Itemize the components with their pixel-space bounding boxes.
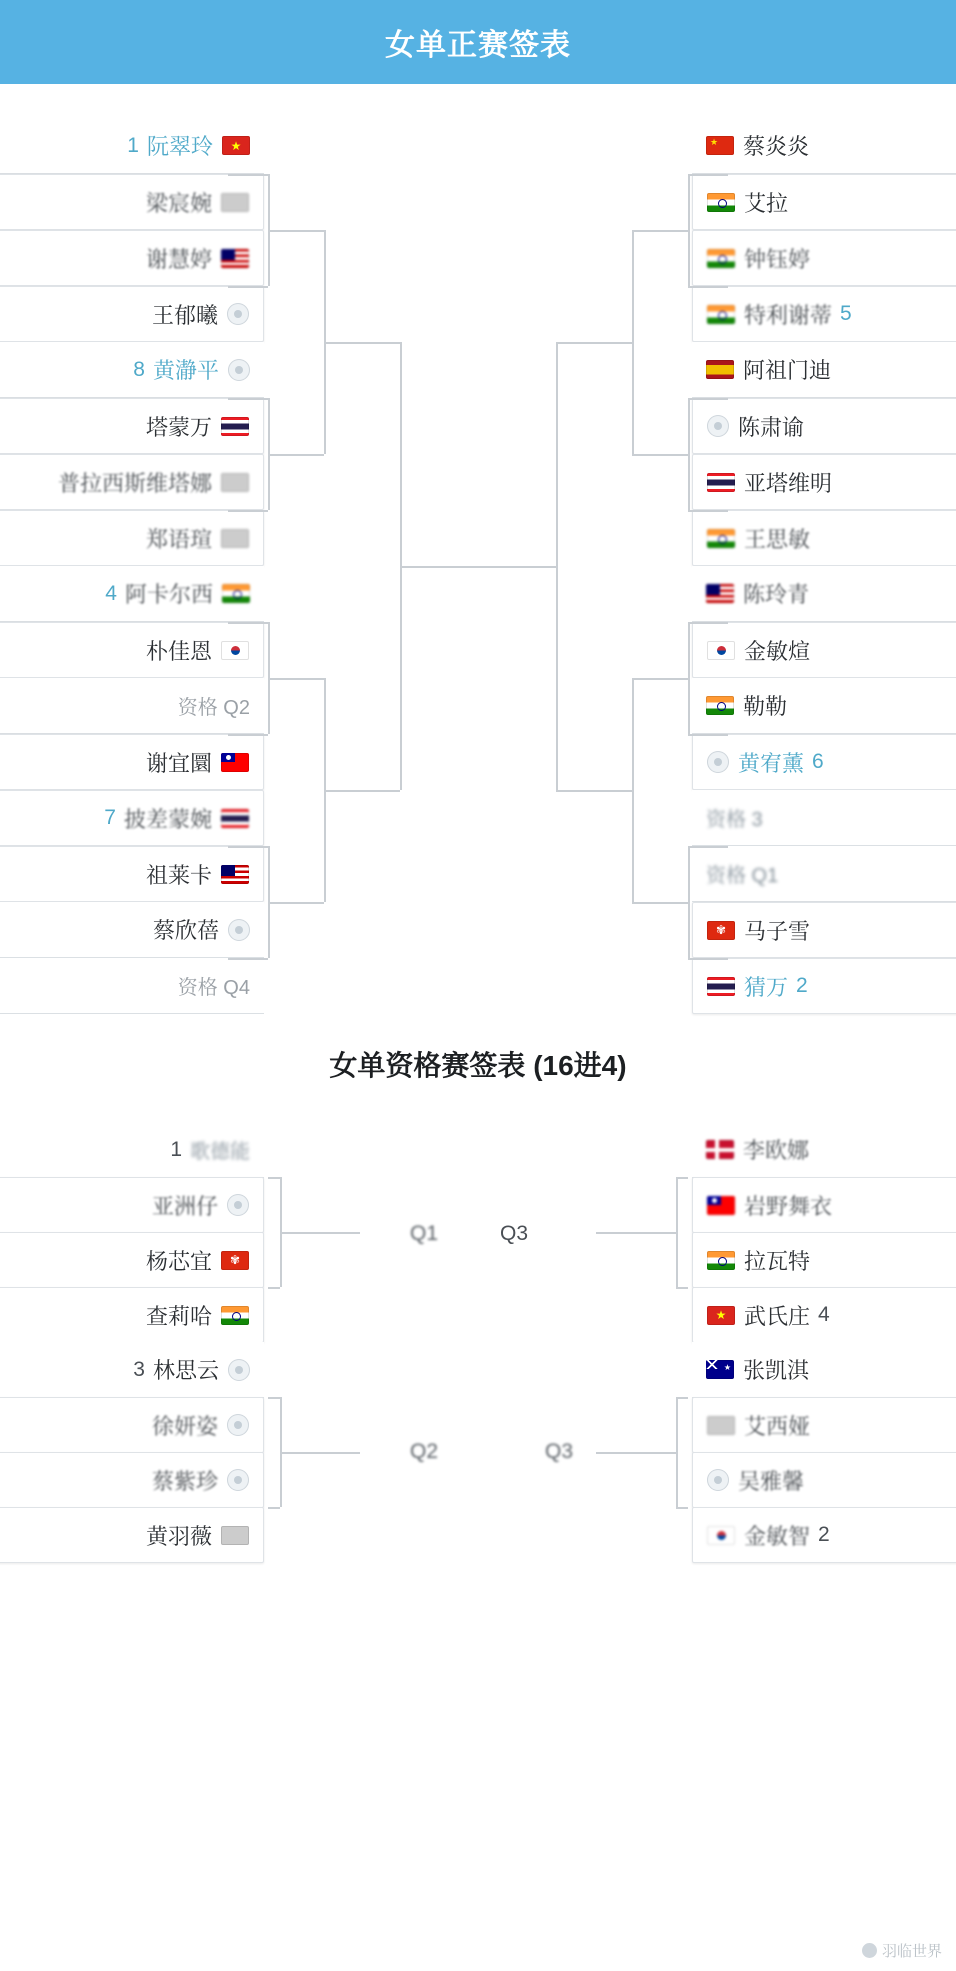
connector-line — [676, 1397, 688, 1399]
player-name: 李欧娜 — [743, 1138, 810, 1163]
bracket-row[interactable] — [0, 510, 264, 566]
connector-line — [556, 342, 632, 344]
shuttle-icon — [227, 303, 249, 325]
bracket-row[interactable] — [0, 1232, 264, 1288]
player-name: 郑语瑄 — [145, 526, 212, 552]
shuttle-icon — [707, 1469, 729, 1491]
spain-flag — [706, 360, 734, 379]
bracket-row[interactable] — [692, 1177, 956, 1233]
connector-line — [280, 1232, 360, 1234]
connector-line — [688, 846, 690, 958]
malaysia-flag — [706, 584, 734, 603]
player-name: 岩野舞衣 — [744, 1193, 833, 1219]
connector-line — [556, 342, 558, 790]
player-name: 蔡欣蓓 — [152, 918, 219, 943]
denmark-flag — [706, 1140, 734, 1159]
shuttle-icon — [707, 751, 729, 773]
vietnam-flag — [707, 1306, 735, 1325]
connector-line — [688, 734, 728, 736]
player-name: 金敏智 — [744, 1523, 811, 1549]
thailand-flag — [707, 473, 735, 492]
seed-number: 4 — [105, 581, 117, 605]
connector-line — [324, 342, 400, 344]
bracket-row[interactable] — [0, 398, 264, 454]
connector-line — [228, 846, 268, 848]
bracket-row[interactable] — [0, 230, 264, 286]
player-name: 蔡炎炎 — [743, 134, 810, 159]
bracket-row[interactable] — [692, 230, 956, 286]
seed-number: 6 — [812, 750, 824, 773]
india-flag — [706, 696, 734, 715]
connector-line — [268, 1397, 280, 1399]
taiwan-flag — [221, 753, 249, 772]
connector-line — [676, 1177, 688, 1179]
bracket-row[interactable] — [692, 1342, 956, 1398]
seed-number: 2 — [796, 974, 808, 997]
watermark-logo-icon — [862, 1943, 877, 1958]
player-name: 谢宜圜 — [145, 750, 212, 776]
connector-line — [228, 734, 268, 736]
player-name: 黄羽薇 — [145, 1523, 212, 1549]
page-title: 女单正赛签表 — [385, 29, 571, 62]
player-name: 猜万 — [744, 974, 789, 1000]
connector-line — [676, 1507, 688, 1509]
round-label: Q3 — [500, 1222, 529, 1245]
player-name: 阿祖门迪 — [743, 358, 832, 383]
bracket-row[interactable] — [0, 118, 264, 174]
player-name: 普拉西斯维塔娜 — [57, 470, 212, 496]
bracket-row[interactable] — [692, 958, 956, 1014]
seed-number: 3 — [133, 1357, 145, 1381]
hongkong-flag — [707, 921, 735, 940]
connector-line — [688, 622, 690, 734]
player-name: 阮翠玲 — [146, 134, 213, 159]
player-name: 张凯淇 — [743, 1358, 810, 1383]
korea-flag — [707, 641, 735, 660]
malaysia-flag — [221, 249, 249, 268]
player-name: 披差蒙婉 — [123, 806, 212, 832]
bracket-row[interactable] — [692, 1232, 956, 1288]
bracket-row[interactable] — [0, 174, 264, 230]
india-flag — [707, 529, 735, 548]
player-name: 林思云 — [152, 1358, 219, 1383]
bracket-row[interactable] — [0, 902, 264, 958]
bracket-row[interactable] — [692, 174, 956, 230]
bracket-row[interactable] — [0, 1507, 264, 1563]
watermark-text: 羽临世界 — [881, 1943, 942, 1960]
connector-line — [228, 510, 268, 512]
connector-line — [556, 790, 632, 792]
generic-flag — [707, 1416, 735, 1435]
bracket-row[interactable] — [692, 790, 956, 846]
bracket-row[interactable] — [0, 958, 264, 1014]
seed-number: 7 — [104, 806, 116, 829]
player-name: 资格 Q2 — [177, 697, 250, 719]
thailand-flag — [707, 977, 735, 996]
connector-line — [688, 174, 728, 176]
shuttle-icon — [227, 1414, 249, 1436]
bracket-row[interactable] — [0, 846, 264, 902]
bracket-row[interactable] — [0, 1342, 264, 1398]
connector-line — [688, 958, 728, 960]
connector-line — [632, 230, 634, 454]
player-name: 谢慧婷 — [145, 246, 212, 272]
player-name: 钟钰婷 — [744, 246, 811, 272]
player-name: 陈肃谕 — [738, 414, 805, 440]
bracket-row[interactable] — [692, 678, 956, 734]
connector-line — [268, 902, 324, 904]
player-name: 陈玲青 — [743, 582, 810, 607]
connector-line — [400, 566, 478, 568]
connector-line — [688, 398, 690, 510]
connector-line — [268, 678, 324, 680]
generic-flag — [221, 1526, 249, 1545]
shuttle-icon — [228, 1359, 250, 1381]
shuttle-icon — [707, 415, 729, 437]
player-name: 资格 Q1 — [706, 865, 779, 887]
player-name: 王思敏 — [744, 526, 811, 552]
player-name: 黄瀞平 — [152, 358, 219, 383]
bracket-row[interactable] — [692, 510, 956, 566]
player-name: 梁宸婉 — [145, 190, 212, 216]
bracket-row[interactable] — [692, 1122, 956, 1178]
connector-line — [324, 790, 400, 792]
bracket-row[interactable] — [692, 902, 956, 958]
shuttle-icon — [227, 1194, 249, 1216]
seed-number: 8 — [133, 357, 145, 381]
india-flag — [707, 305, 735, 324]
hongkong-flag — [221, 1251, 249, 1270]
bracket-row[interactable] — [692, 734, 956, 790]
connector-line — [688, 174, 690, 286]
india-flag — [707, 1251, 735, 1270]
bracket-row[interactable] — [692, 846, 956, 902]
player-name: 蔡紫珍 — [151, 1468, 218, 1494]
bracket-row[interactable] — [0, 566, 264, 622]
bracket-row[interactable] — [0, 342, 264, 398]
generic-flag — [221, 473, 249, 492]
australia-flag — [706, 1360, 734, 1379]
generic-flag — [221, 529, 249, 548]
india-flag — [707, 249, 735, 268]
round-label: Q3 — [545, 1440, 574, 1463]
player-name: 杨芯宜 — [145, 1248, 212, 1274]
bracket-row[interactable] — [692, 622, 956, 678]
player-name: 资格 3 — [706, 809, 763, 831]
connector-line — [228, 286, 268, 288]
bracket-row[interactable] — [692, 1452, 956, 1508]
connector-line — [632, 678, 634, 902]
player-name: 查莉哈 — [145, 1303, 212, 1329]
connector-line — [228, 622, 268, 624]
connector-line — [268, 1287, 280, 1289]
player-name: 阿卡尔西 — [124, 582, 213, 607]
player-name: 金敏煊 — [744, 638, 811, 664]
india-flag — [707, 193, 735, 212]
player-name: 亚塔维明 — [744, 470, 833, 496]
china-flag — [706, 136, 734, 155]
connector-line — [632, 678, 688, 680]
bracket-row[interactable] — [692, 454, 956, 510]
bracket-row[interactable] — [692, 398, 956, 454]
bracket-row[interactable] — [692, 566, 956, 622]
connector-line — [688, 286, 728, 288]
japan-flag — [707, 1196, 735, 1215]
bracket-row[interactable] — [0, 734, 264, 790]
player-name: 亚洲仔 — [151, 1193, 218, 1219]
bracket-row[interactable] — [0, 1122, 264, 1178]
seed-number: 5 — [840, 302, 852, 325]
bracket-row[interactable] — [692, 1507, 956, 1563]
bracket-row[interactable] — [0, 790, 264, 846]
player-name: 祖莱卡 — [145, 862, 212, 888]
bracket-row[interactable] — [692, 342, 956, 398]
round-label: Q2 — [410, 1440, 439, 1463]
player-name: 吴雅馨 — [738, 1468, 805, 1494]
connector-line — [596, 1452, 676, 1454]
player-name: 马子雪 — [744, 918, 811, 944]
bracket-row[interactable] — [692, 1287, 956, 1343]
player-name: 艾西娅 — [744, 1413, 811, 1439]
seed-number: 2 — [818, 1523, 830, 1546]
watermark — [862, 1940, 942, 1961]
shuttle-icon — [227, 1469, 249, 1491]
bracket-row[interactable] — [0, 678, 264, 734]
player-name: 艾拉 — [744, 190, 789, 216]
connector-line — [228, 398, 268, 400]
connector-line — [268, 230, 324, 232]
korea-flag — [707, 1526, 735, 1545]
connector-line — [596, 1232, 676, 1234]
player-name: 歌德能 — [190, 1141, 250, 1163]
page-banner — [0, 0, 956, 84]
player-name: 朴佳恩 — [145, 638, 212, 664]
player-name: 塔蒙万 — [145, 414, 212, 440]
generic-flag — [221, 193, 249, 212]
round-label: Q1 — [410, 1222, 439, 1245]
connector-line — [478, 566, 556, 568]
korea-flag — [221, 641, 249, 660]
malaysia-flag — [221, 865, 249, 884]
connector-line — [228, 174, 268, 176]
bracket-row[interactable] — [0, 454, 264, 510]
bracket-row[interactable] — [0, 1452, 264, 1508]
connector-line — [632, 454, 688, 456]
bracket-row[interactable] — [692, 286, 956, 342]
bracket-row[interactable] — [0, 622, 264, 678]
shuttle-icon — [228, 919, 250, 941]
seed-number: 4 — [818, 1303, 830, 1326]
bracket-row[interactable] — [0, 1397, 264, 1453]
player-name: 黄宥薰 — [738, 750, 805, 776]
shuttle-icon — [228, 359, 250, 381]
bracket-row[interactable] — [692, 118, 956, 174]
player-name: 拉瓦特 — [744, 1248, 811, 1274]
bracket-row[interactable] — [0, 286, 264, 342]
seed-number: 1 — [127, 133, 139, 157]
connector-line — [676, 1177, 678, 1287]
connector-line — [688, 398, 728, 400]
thailand-flag — [221, 417, 249, 436]
connector-line — [268, 454, 324, 456]
connector-line — [268, 1507, 280, 1509]
connector-line — [688, 622, 728, 624]
thailand-flag — [221, 809, 249, 828]
connector-line — [632, 902, 688, 904]
seed-number: 1 — [170, 1137, 182, 1161]
connector-line — [676, 1397, 678, 1507]
india-flag — [222, 584, 250, 603]
player-name: 武氏庄 — [744, 1303, 811, 1329]
connector-line — [688, 846, 728, 848]
player-name: 王郁曦 — [151, 302, 218, 328]
india-flag — [221, 1306, 249, 1325]
connector-line — [268, 1177, 280, 1179]
bracket-row[interactable] — [0, 1177, 264, 1233]
connector-line — [228, 958, 268, 960]
player-name: 特利谢蒂 — [744, 302, 833, 328]
player-name: 勒勒 — [743, 694, 788, 719]
qualifying-section-title: 女单资格赛签表 (16进4) — [329, 1050, 627, 1081]
player-name: 资格 Q4 — [177, 977, 250, 999]
bracket-row[interactable] — [692, 1397, 956, 1453]
player-name: 徐妍姿 — [151, 1413, 218, 1439]
connector-line — [280, 1452, 360, 1454]
connector-line — [688, 510, 728, 512]
vietnam-flag — [222, 136, 250, 155]
connector-line — [676, 1287, 688, 1289]
connector-line — [632, 230, 688, 232]
bracket-row[interactable] — [0, 1287, 264, 1343]
